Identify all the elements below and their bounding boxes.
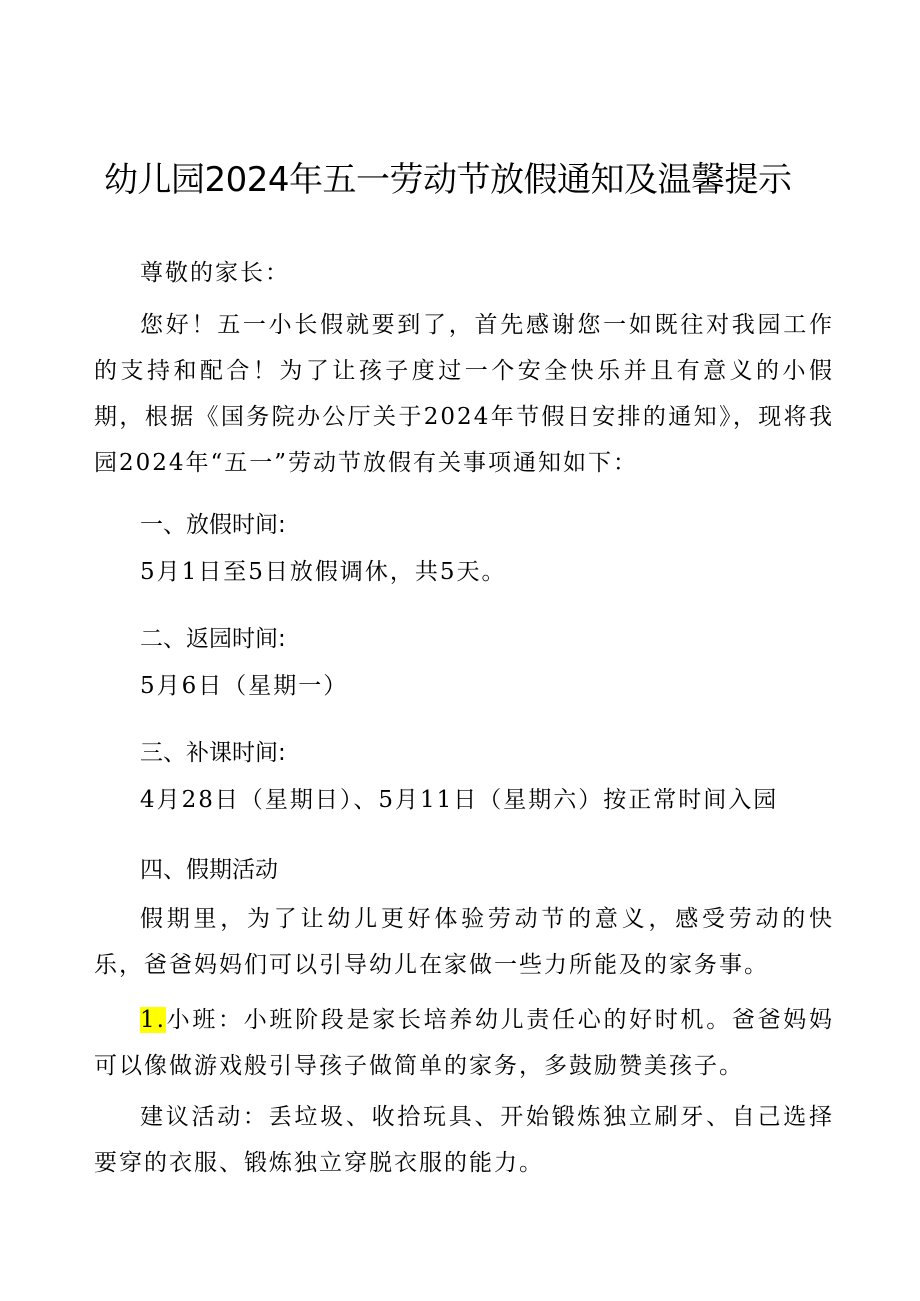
section-heading-holiday: 一、放假时间:: [140, 512, 286, 538]
section-heading-activities: 四、假期活动: [140, 857, 278, 883]
section-body-activities: 假期里，为了让幼儿更好体验劳动节的意义，感受劳动的快乐，爸爸妈妈们可以引导幼儿在家做一些力所能及的家务事。: [94, 906, 834, 978]
section-heading-return: 二、返园时间:: [140, 626, 286, 652]
document-title: 幼儿园2024年五一劳动节放假通知及温馨提示: [104, 160, 792, 200]
suggestion-paragraph: 建议活动：丢垃圾、收拾玩具、开始锻炼独立刷牙、自己选择要穿的衣服、锻炼独立穿脱衣服的能力。: [94, 1104, 834, 1176]
salutation: 尊敬的家长：: [140, 260, 290, 286]
section-heading-makeup: 三、补课时间:: [140, 740, 286, 766]
item-small-class: [94, 997, 834, 1089]
section-body-holiday: 5月1日至5日放假调休，共5天。: [140, 559, 507, 585]
section-body-return: 5月6日（星期一）: [140, 673, 349, 699]
item-number-highlight: 1.: [140, 1007, 166, 1033]
intro-paragraph: 您好！五一小长假就要到了，首先感谢您一如既往对我园工作的支持和配合！为了让孩子度过一个安全快乐并且有意义的小假期，根据《国务院办公厅关于2024年节假日安排的通知》，现将我园2024年“五一”劳动节放假有关事项通知如下：: [94, 312, 834, 476]
section-body-makeup: 4月28日（星期日）、5月11日（星期六）按正常时间入园: [140, 787, 779, 813]
item-small-class-text: 小班：小班阶段是家长培养幼儿责任心的好时机。爸爸妈妈可以像做游戏般引导孩子做简单的家务，多鼓励赞美孩子。: [94, 1007, 834, 1079]
